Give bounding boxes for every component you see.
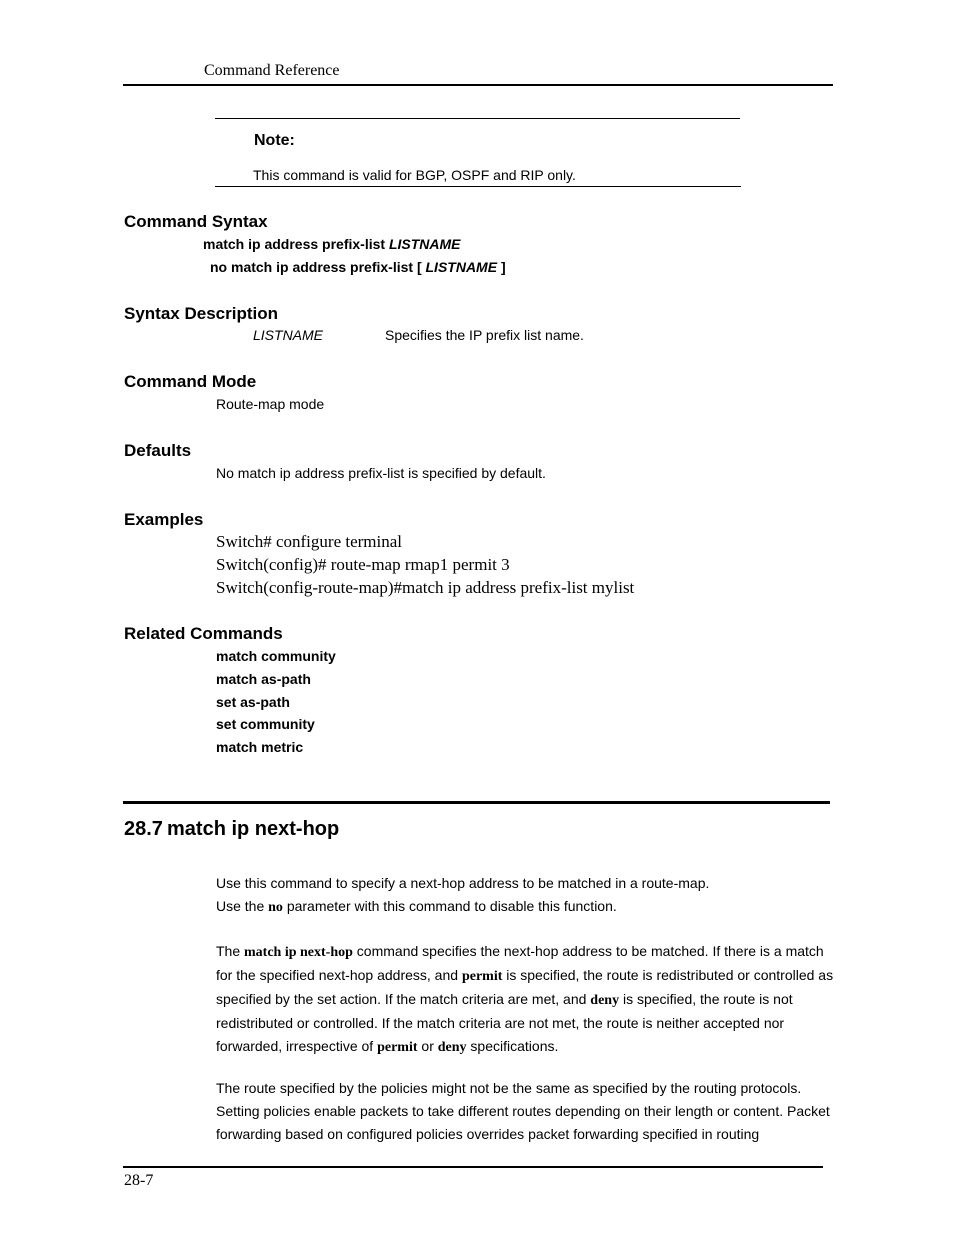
example-line: Switch# configure terminal: [216, 532, 403, 551]
command-mode-text: Route-map mode: [216, 396, 325, 412]
note-bottom-rule: [215, 186, 741, 187]
para-text: The: [216, 943, 245, 959]
para-text: specifications.: [466, 1038, 559, 1054]
keyword-permit: permit: [461, 969, 503, 984]
defaults-text: No match ip address prefix-list is specified by default.: [216, 465, 546, 481]
intro-text: parameter with this command to disable this function.: [282, 898, 617, 914]
param-description: Specifies the IP prefix list name.: [385, 327, 584, 343]
para-text: or: [417, 1038, 438, 1054]
defaults-heading: Defaults: [124, 441, 192, 460]
keyword-permit: permit: [377, 1040, 418, 1055]
para-text: command specifies the next-hop address to be matched. If there is a match for the specified next-hop address, and: [216, 943, 824, 983]
syntax-line-1-arg: LISTNAME: [388, 236, 461, 252]
intro-paragraph: [216, 872, 836, 919]
intro-line-2: [216, 895, 836, 919]
section-rule: [123, 801, 830, 804]
footer-rule: [123, 1166, 823, 1168]
policy-paragraph: The route specified by the policies might not be the same as specified by the routing protocols. Setting policies enable packets to take different routes depending on their length or content. Packet forwarding based on configured policies overrides packet forwarding specified in routing: [216, 1080, 830, 1142]
related-commands-heading: Related Commands: [124, 624, 283, 643]
syntax-line-2-arg: LISTNAME: [425, 259, 498, 275]
intro-line-1: Use this command to specify a next-hop address to be matched in a route-map.: [216, 875, 710, 891]
description-paragraph: [216, 940, 836, 1059]
section-heading: [124, 818, 339, 841]
keyword-deny: deny: [437, 1040, 467, 1055]
page-number: 28-7: [124, 1172, 154, 1189]
note-title: Note:: [254, 132, 295, 149]
examples-heading: Examples: [124, 510, 204, 529]
command-syntax-heading: Command Syntax: [124, 212, 268, 231]
syntax-line-1: [203, 236, 461, 252]
header-rule: [123, 84, 833, 86]
related-command-item: match community: [216, 648, 336, 664]
keyword-no: no: [268, 900, 283, 915]
section-title: match ip next-hop: [167, 818, 340, 840]
command-mode-heading: Command Mode: [124, 372, 257, 391]
example-line: Switch(config)# route-map rmap1 permit 3: [216, 555, 510, 574]
section-number: 28.7: [124, 818, 163, 840]
para-text: is specified, the route is redistributed or controlled as specified by the set action. If the match criteria are met, and: [216, 967, 834, 1007]
note-top-rule: [215, 118, 740, 119]
param-name: LISTNAME: [253, 327, 324, 343]
running-header: Command Reference: [204, 62, 340, 79]
example-line: Switch(config-route-map)#match ip address prefix-list mylist: [216, 578, 635, 597]
related-command-item: match metric: [216, 739, 304, 755]
related-command-item: set as-path: [216, 694, 290, 710]
para-text: is specified, the route is not redistributed or controlled. If the match criteria are not met, the route is neither accepted nor forwarded, irrespective of: [216, 991, 793, 1054]
keyword-deny: deny: [590, 993, 620, 1008]
syntax-line-1-command: match ip address prefix-list: [203, 236, 389, 252]
note-text: This command is valid for BGP, OSPF and RIP only.: [253, 167, 576, 183]
syntax-line-2: [210, 259, 506, 275]
syntax-line-2-end: ]: [497, 259, 506, 275]
related-command-item: set community: [216, 716, 315, 732]
intro-text: Use the: [216, 898, 269, 914]
syntax-line-2-command: no match ip address prefix-list [: [210, 259, 426, 275]
keyword-match-ip-next-hop: match ip next-hop: [244, 945, 353, 960]
related-command-item: match as-path: [216, 671, 311, 687]
syntax-description-heading: Syntax Description: [124, 304, 278, 323]
